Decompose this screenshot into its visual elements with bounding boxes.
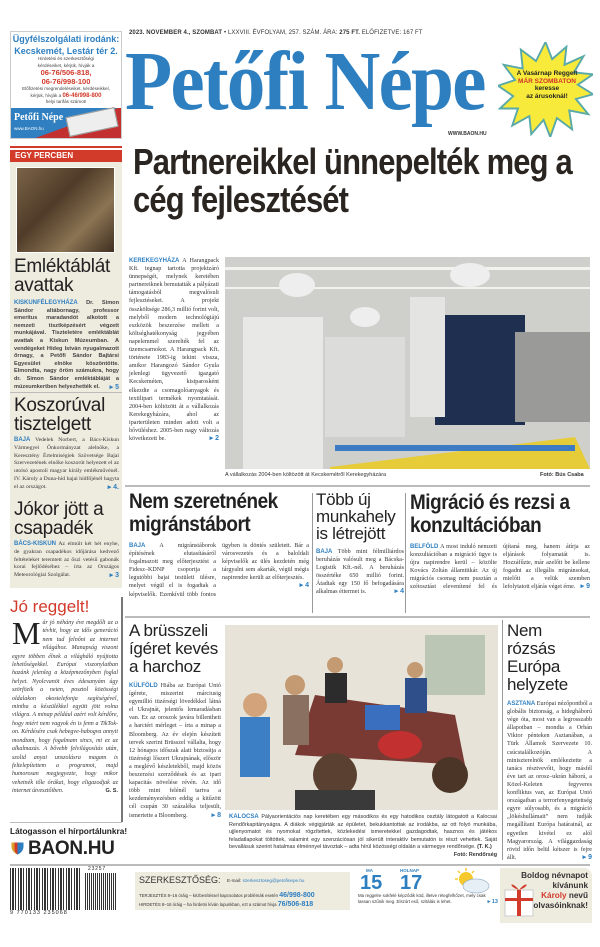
story-headline[interactable]: Jókor jött a csapadék [14, 499, 104, 539]
story-body: A Harangpack Kft. tegnap tartotta projektzáró ünnepségét, melynek keretében partnereiknek bemutatták a pályázati támogatásból megvalósult fejlesztéseket. A projekt összköltsége 286,3 millió forint volt, melyből modern technológiájú eszközök beszerzése mellett a költséghatékonyság jegyében napelemmel szerelték fel az üzemcsarnokot. A Harangpack Kft. története 1983-ig tekint vissza, amikor Harangozó Sándor Gyula jelenlegi ügyvezető igazgató Kecskeméten, kisiparosként elkezdte a csomagolóanyagok és textilipari termékek nyomtatását. 2004-ben költözött át a vállalkozás Kerekegyházára, ahol az iparterületen minden adott volt a bővüléshez. 2005-ben nagy változás következett be. [129, 258, 219, 443]
weather-description: Ma reggelre sokfelé képződik köd, illetve rétegfelhőzet, mely csak lassan szűnik meg. Elszórt eső, szitálás is lehet. [358, 893, 486, 904]
story-body: A migránstáborok építésének elutasításáról fogalmazott meg előterjesztést a Fidesz–KDNP csoportja a legutóbbi bajai testületi ülésre, melyet végül el is fogadtak a képviselők. Ezenkívül több fontos ügyben is döntés született. Bár a városvezetés és a baloldali képviselők az ülés kezdetén még tárgyalni sem akarták, végül mégis napirendre került az előterjesztés. [129, 543, 309, 598]
nameday-line-4: olvasóinknak! [533, 901, 588, 910]
factory-scene-illustration [225, 257, 590, 469]
page-number: 4. [113, 483, 119, 491]
newspaper-icon [65, 107, 118, 137]
page-number: 2 [215, 435, 219, 443]
nameday-suffix: nevű [568, 891, 588, 900]
distribution-phone: 46/998-800 [279, 892, 315, 899]
ad-footer [11, 108, 121, 138]
ad-title-1: Ügyfélszolgálati irodánk: [12, 34, 120, 44]
column-text: ár jó néhány éve megdőlt az a tévhit, hogy az idős generáció nem tud felnőni az internet világához. Manapság viszont egyre többen élnek a világháló nyújtotta lehetőségekkel. Európai viszonylatban hazánk jelenleg a középmezőnyben foglal helyet. Nyolcvanöt éves édesanyám úgy szörfözik a neten, posztol közösségi oldalakon okostelefonja segítségével, mintha a készülékkel együtt jött volna világra. A minap például azért volt kérdőre, hogy miért nem vagyok én is fenn a TikTok-on. Kérdésére csak hebegve-habogva annyit mondtam, hogy fogalmam sincs, mi ez az alkalmazás. A bővebb felvilágosítás után, szolid anyai unszolásra magam is feltelepítettem a programot, majd humorosan megjegyezte, hogy mikor vehetnék tőle órákat, hogy eligazodjak az internet útvesztőiben. [12, 620, 118, 795]
page-ref[interactable]: ▸ 8 [211, 811, 221, 819]
story-headline[interactable]: Nem szeretnének migránstábort [129, 490, 278, 536]
mid-story-3[interactable] [410, 491, 590, 592]
divider [121, 597, 123, 822]
lead-headline[interactable]: Partnereikkel ünnepelték meg a cég fejlesztését [133, 141, 572, 220]
subscription-price: ELŐFIZETVE: 167 FT [361, 30, 423, 36]
mid-story-2[interactable] [316, 491, 404, 597]
story-author: (T. K.) [477, 844, 492, 850]
ads-phone: 76/506-818 [277, 901, 314, 908]
bottom-story-1[interactable] [129, 622, 221, 820]
editorial-label: SZERKESZTŐSÉG: [139, 875, 221, 885]
weather-today-label: MA [366, 868, 373, 873]
page-number: 8 [217, 811, 221, 819]
divider [502, 620, 503, 860]
portal-invite: Látogasson el hírportálunkra! [10, 826, 128, 836]
nameday-line-1: Boldog névnapot [521, 871, 588, 880]
baon-shield-icon [10, 841, 25, 856]
ad-text-4-prefix: kérjük, hívják a [30, 92, 62, 98]
baon-logo[interactable]: BAON.HU [28, 838, 115, 859]
story-body: Hiába az Európai Unió ígérete, miszerint márciusig egymillió tüzérségi lövedékkel látná el Ukrajnát, jelentős lemaradásban van. Ez az oroszok javára billentheti a harctéri mérleget – írta a minap a Bloomberg. Az év elején készített tervek szerint Brüsszel vállalta, hogy 12 hónapos időszak alatt biztosítja a tüzérségi lőszert Ukrajnának, először a meglévő készletekből, majd közös beszerzési szerződések és az ipari kapacitás növelése révén. Az idő több mint felénél tartva a kezdeményezésben eddig a kitűzött cél csupán 30 százaléka teljesült, ismertette a Bloomberg. [129, 683, 221, 819]
issue-date: 2023. NOVEMBER 4., SZOMBAT [129, 30, 223, 36]
ad-title-2: Kecskemét, Lestár tér 2. [14, 46, 118, 56]
promo-burst-text [505, 70, 589, 100]
story-body: A most induló nemzeti konzultációban a migráció ügye is újra napirendre kerül – közölte Kovács Zoltán államtitkár. Az új migrációs csomag nem pusztán a szétosztást elevenítené fel és újítaná meg, hanem átírja az eljárások folyamatát is. Hozzáfűzte, már azelőtt be kellene fogadni az illegális migránsokat, mielőtt a velük szemben lefolytatott eljárás véget érne. [410, 544, 590, 591]
email-line [227, 878, 304, 883]
story-kicker: BAJA [14, 437, 31, 443]
story-headline[interactable]: Migráció és rezsi a konzultációban [410, 491, 570, 537]
promo-line-1: A Vasárnap Reggelt [516, 70, 578, 77]
story-headline[interactable]: Koszorúval tisztelgett [14, 395, 105, 435]
email-label: E-mail: [227, 878, 242, 883]
story-kicker: KEREKEGYHÁZA [129, 258, 180, 264]
customer-service-ad [10, 31, 122, 139]
story-kicker: BÁCS-KISKUN [14, 541, 56, 547]
story-body: Pályaorientációs nap keretében egy másodikos és egy hatodikos osztály látogatott a Kalocsai Rendőrkapitányságra. A diákok végigjárták az épületet, bekukkantottak az irodákba, az ott folyó munkába, ujjlenyomatot és nyomokat rögzítettek, közlekedési ismeretekkel gazdagodtak, hasznos és játékos feladatlapokat töltöttek, valamint egy szenzációsan jól sikerült interaktív bemutatón is részt vehettek. Saját bevallásuk szerint hatalmas élménnyel távoztak – adta hírül közösségi oldalán a vármegye rendőrsége. [229, 814, 498, 850]
police-visit-photo [225, 625, 498, 810]
story-kicker: KÜLFÖLD [129, 683, 158, 689]
promo-line-4: az árusoknál! [526, 92, 568, 100]
ad-text-5: helyi tarifás számot! [45, 99, 87, 104]
sidebar-story-1[interactable] [14, 257, 119, 391]
ads-text: HIRDETÉS 8–16 óráig – ha hirdetni kíván lapunkban, ezt a számot hívja [139, 902, 277, 907]
page-number: 13 [491, 899, 498, 905]
ad-phone-3: 06-46/998-800 [62, 92, 102, 99]
story-headline[interactable]: Több új munkahely is létrejött [316, 490, 396, 543]
story-kicker: BAJA [129, 543, 146, 549]
page-ref[interactable]: ▸ 4. [107, 483, 119, 491]
story-kicker: BELFÖLD [410, 544, 439, 550]
promo-line-2: MÁR SZOMBATON [518, 77, 576, 85]
ad-text-3: Előfizetési megrendeléseiket, kérdéseikkel, [22, 86, 110, 91]
issue-info: LXXVIII. ÉVFOLYAM, 257. SZÁM. ÁRA: [227, 30, 338, 36]
sidebar-story-3[interactable] [14, 500, 119, 580]
photo-story [229, 814, 497, 859]
page-number: 4 [305, 582, 309, 590]
story-kicker: BAJA [316, 549, 333, 555]
classroom-scene-illustration [225, 625, 498, 810]
nameday-box [500, 868, 592, 923]
page-ref[interactable]: ▸ 5 [109, 383, 119, 391]
lead-story [129, 257, 219, 443]
sidebar-section-label: EGY PERCBEN [10, 150, 122, 162]
story-body: Európai nézőpontból a globális biztonság, a hidegháború vége óta, most van a legrosszabb állapotban – mondta a Orbán Viktor pénteken Asztanában, a Türk Államok Szervezete 10. csúcstalálkozóján. A miniszterelnök emlékeztette a tanács résztvevőit, hogy másfél éve tart az orosz–ukrán háború, a Közel-Keleten fegyveres konfliktus van, az Európai Unió országaiban a terrorfenyegetettség egyre súlyosabb, és a migráció „lökéshullámait” nem tudják megállítani Európa határainál, az egyetlen kivétel ez alól Magyarország. A világgazdaság rövid időn belül kétszer is fejre állt. [507, 701, 592, 861]
story-headline[interactable]: Nem rózsás Európa helyzete [507, 621, 568, 694]
page-number: 4 [400, 588, 404, 596]
ad-text-2: kérdéseiket, kérjük, hívják a [37, 62, 95, 68]
memorial-photo [16, 167, 115, 253]
promo-line-3: keresse [534, 85, 560, 92]
issue-price: 275 FT. [339, 30, 360, 36]
story-kicker: ASZTANA [507, 701, 536, 707]
issue-barcode [85, 873, 117, 910]
divider [10, 822, 122, 823]
weather-tomorrow-temp: 17 [400, 872, 423, 894]
divider [10, 146, 122, 148]
page-ref[interactable]: ▸ 4 [394, 588, 404, 596]
ads-line [139, 901, 349, 908]
bottom-story-2[interactable] [507, 622, 592, 862]
story-headline[interactable]: A brüsszeli ígéret kevés a harchoz [129, 621, 219, 676]
nameday-text [521, 871, 588, 911]
story-headline[interactable]: Emléktáblát avattak [14, 256, 110, 296]
column-body [12, 615, 118, 796]
ad-logo: Petőfi Népe [14, 112, 64, 123]
divider [312, 493, 313, 613]
ad-text-1: Hirdetési és szerkesztőségi [38, 56, 94, 61]
issue-code: 23257 [88, 866, 106, 872]
mid-story-1[interactable] [129, 490, 309, 599]
ad-phone-1: 06-76/506-818, [40, 68, 92, 77]
partly-cloudy-icon [452, 868, 492, 894]
divider [405, 493, 406, 613]
editorial-contact [135, 872, 350, 910]
newspaper-logo: Petőfi Népe [125, 35, 485, 128]
distribution-line [139, 892, 349, 899]
column-title: Jó reggelt! [10, 597, 90, 616]
nameday-line-2: kívánunk [552, 881, 588, 890]
website-link[interactable]: WWW.BAON.HU [448, 131, 487, 137]
story-kicker: KALOCSA [229, 814, 259, 820]
barcode-digits: 9 770133 235068 [10, 910, 68, 916]
photo-credit: Fotó: Bús Csaba [540, 472, 584, 478]
dateline: 2023. NOVEMBER 4., SZOMBAT • LXXVIII. ÉVFOLYAM, 257. SZÁM. ÁRA: 275 FT. ELŐFIZETVE: 167 FT [129, 30, 423, 36]
distribution-text: TERJESZTÉS 8–16 óráig – kézbesítéssel kapcsolatos problémák esetén [139, 893, 279, 898]
story-kicker: KISKUNFÉLEGYHÁZA [14, 300, 78, 306]
ad-phone-2: 06-76/998-100 [41, 76, 91, 86]
factory-photo [225, 257, 590, 469]
photo-caption: A vállalkozás 2004-ben költözött át Kecskemétről Kerekegyházára [225, 472, 387, 478]
weather-today-temp: 15 [360, 872, 383, 894]
column-author: G. S. [105, 788, 118, 795]
barcode [10, 868, 80, 910]
story-body: Dr. Simon Sándor altábornagy, professor emeritus maradandót alkotott a nemzeti tisztképzésért végzett munkájával. Tiszteletére emléktáblát avattak a Kiskun Múzeumban. A vendégeket Hideg István nyugalmazott őrnagy, a Petőfi Sándor Bajtársi Egyesület elnöke köszöntötte. Elmondta, nagy öröm számukra, hogy dr. Simon Sándor emléktábláját a múzeumkertben helyezhették el. [14, 300, 119, 390]
page-ref[interactable]: ▸ 3 [109, 572, 119, 580]
story-body: Az elmúlt két hét enyhe, de gyakran csapadékos időjárása kedvező feltételeket teremtett az őszi vetésű gabonák korai fejlődéséhez – írta az Országos Meteorológiai Szolgálat. [14, 541, 119, 579]
page-ref[interactable]: ▸ 13 [487, 899, 498, 905]
nameday-line-3 [521, 891, 588, 901]
divider [125, 616, 590, 618]
sidebar-story-2[interactable] [14, 396, 119, 492]
photo-credit: Fotó: Rendőrség [453, 851, 497, 858]
divider [10, 392, 122, 393]
page-number: 5 [115, 383, 119, 391]
page-ref[interactable]: ▸ 2 [209, 435, 219, 443]
dropcap: M [12, 615, 41, 651]
page-ref[interactable]: ▸ 9 [580, 583, 590, 591]
page-number: 3 [115, 572, 119, 580]
page-number: 9 [586, 583, 590, 591]
page-number: 9 [588, 853, 592, 861]
email-link[interactable]: szerkesztoseg@petofinepe.hu [242, 878, 305, 883]
page-ref[interactable]: ▸ 4 [299, 582, 309, 590]
ad-url[interactable]: www.BAON.hu [14, 126, 44, 131]
nameday-name: Károly [541, 891, 567, 900]
weather-tomorrow-label: HOLNAP [400, 868, 419, 873]
story-body: Több mint félmilliárdos beruházás valósult meg a Bácska-Logistik Kft.-nél. A beruházás összértéke 650 millió forint. Átadtak egy 150 fő befogadására alkalmas éttermet is. [316, 549, 404, 596]
divider [125, 485, 590, 487]
page-ref[interactable]: ▸ 9 [582, 853, 592, 861]
story-body: Vedelek Norbert, a Bács-Kiskun Vármegyei Önkormányzat alelnöke, a Keresztény Értelmiségiek Szövetsége Bajai Szervezetének elnöke koszorút helyezett el az utolsó apostoli magyar király emlékművénél. IV. Károly a Duna-híd bajai hídfőjénél hagyta el az országot. [14, 437, 119, 490]
weather-text [358, 893, 498, 905]
